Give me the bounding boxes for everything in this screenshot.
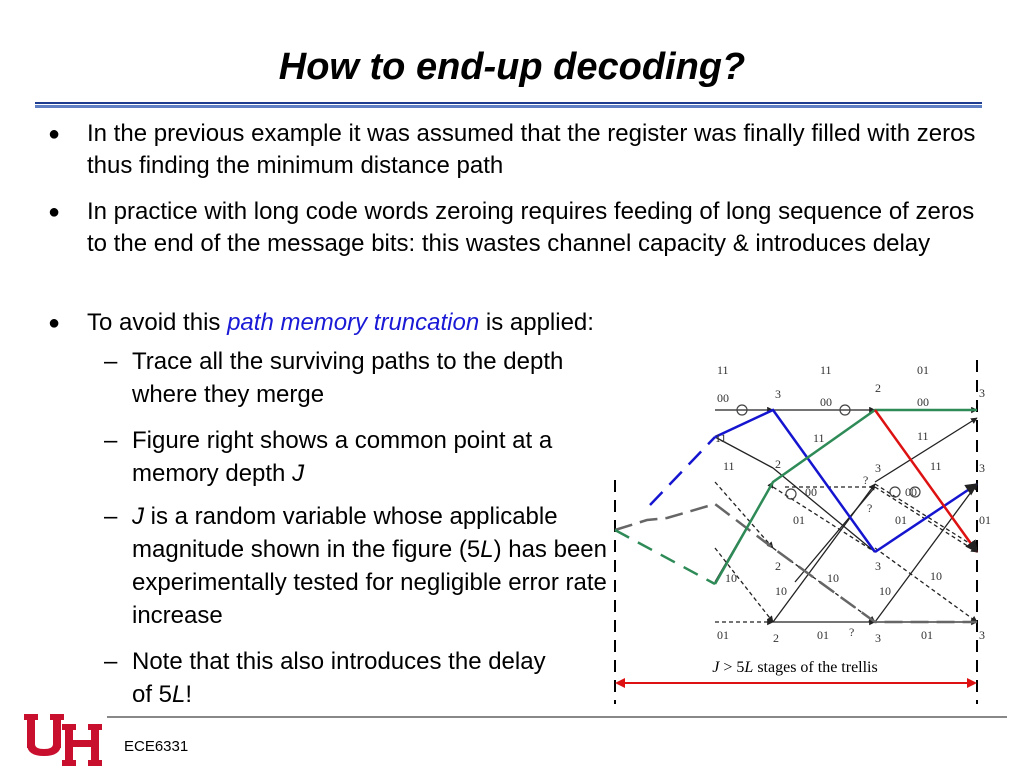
bullet-3-post: is applied: xyxy=(479,309,594,336)
label-l10a: 10 xyxy=(725,571,737,585)
label-l00e: 00 xyxy=(905,485,917,499)
subbullet-3-var: J xyxy=(132,503,144,530)
slide-title: How to end-up decoding? xyxy=(278,46,746,88)
footer-course: ECE6331 xyxy=(124,738,189,755)
bullet-2-text: In practice with long code words zeroing requires feeding of long sequence of zeros to the end of the message bits: this wastes channel capacity & introduces delay xyxy=(87,198,975,257)
label-m3b: 3 xyxy=(875,461,881,475)
label-m3a: 3 xyxy=(775,387,781,401)
subbullet-2-pre: Figure right shows a common point at a memory depth xyxy=(132,427,553,487)
label-q3: ? xyxy=(849,625,855,639)
label-m2b: 2 xyxy=(775,457,781,471)
label-l10b: 10 xyxy=(827,571,839,585)
label-l01c: 01 xyxy=(895,513,907,527)
bullet-3-pre: To avoid this xyxy=(87,309,228,336)
label-l11f: 11 xyxy=(723,459,735,473)
label-m3c: 3 xyxy=(875,559,881,573)
label-m2a: 2 xyxy=(875,381,881,395)
label-m2c: 2 xyxy=(775,559,781,573)
subbullet-4-pre: Note that this also introduces the delay of 5 xyxy=(132,648,546,708)
label-l01b: 01 xyxy=(793,513,805,527)
caption-j: J xyxy=(712,659,720,676)
label-l00d: 00 xyxy=(805,485,817,499)
bullet-3-text xyxy=(87,307,987,339)
label-l11a: 11 xyxy=(717,363,729,377)
trellis-caption xyxy=(712,659,877,676)
label-m2d: 2 xyxy=(773,631,779,645)
subbullet-2-var: J xyxy=(292,460,305,487)
label-m3r3: 3 xyxy=(979,628,985,642)
label-l11e: 11 xyxy=(917,429,929,443)
label-m3r1: 3 xyxy=(979,386,985,400)
label-q1: ? xyxy=(863,473,869,487)
subbullet-3-post: ) has been experimentally tested for negligible error rate increase xyxy=(132,536,607,629)
label-l10d: 10 xyxy=(775,584,787,598)
uh-logo-icon xyxy=(22,710,104,768)
bullet-dot-icon: ● xyxy=(48,123,61,145)
truncation-markers xyxy=(615,360,977,704)
dash-icon: – xyxy=(104,648,118,675)
label-m3r2: 3 xyxy=(979,461,985,475)
label-l00c: 00 xyxy=(917,395,929,409)
label-l01a: 01 xyxy=(917,363,929,377)
subbullet-4-var: L xyxy=(172,681,186,708)
dash-icon: – xyxy=(104,348,118,375)
label-l00b: 00 xyxy=(820,395,832,409)
subbullet-3-var2: L xyxy=(480,536,494,563)
trellis-diagram xyxy=(605,352,995,710)
subbullet-3-text xyxy=(132,500,637,632)
caption-gt: > 5 xyxy=(719,659,745,676)
caption-l: L xyxy=(744,659,754,676)
subbullet-4-post: ! xyxy=(185,681,193,708)
label-l01e: 01 xyxy=(717,628,729,642)
subbullet-2-text xyxy=(132,424,582,490)
subbullet-1-text: Trace all the surviving paths to the depth where they merge xyxy=(132,348,564,408)
caption-rest: stages of the trellis xyxy=(753,659,878,676)
footer-rule xyxy=(107,716,1007,718)
label-l11g: 11 xyxy=(930,459,942,473)
bullet-dot-icon: ● xyxy=(48,201,61,223)
dash-icon: – xyxy=(104,427,118,454)
bullet-1-text: In the previous example it was assumed that the register was finally filled with zeros thus finding the minimum distance path xyxy=(87,120,976,179)
label-l10e: 10 xyxy=(879,584,891,598)
subbullet-3-mid: is a random variable whose applicable magnitude shown in the figure (5 xyxy=(132,503,558,563)
label-l10c: 10 xyxy=(930,569,942,583)
label-l11c: 11 xyxy=(715,431,727,445)
dash-icon: – xyxy=(104,503,118,530)
depth-arrow xyxy=(615,678,977,688)
label-l01f: 01 xyxy=(817,628,829,642)
label-q2: ? xyxy=(867,501,873,515)
bullet-dot-icon: ● xyxy=(48,312,61,334)
title-rule xyxy=(35,102,982,108)
trellis-circles xyxy=(737,405,920,499)
label-l01d: 01 xyxy=(979,513,991,527)
subbullet-4-text xyxy=(132,645,572,711)
label-l00a: 00 xyxy=(717,391,729,405)
label-m3d: 3 xyxy=(875,631,881,645)
bullet-3-highlight: path memory truncation xyxy=(227,309,480,336)
label-l11d: 11 xyxy=(813,431,825,445)
label-l11b: 11 xyxy=(820,363,832,377)
label-l01g: 01 xyxy=(921,628,933,642)
